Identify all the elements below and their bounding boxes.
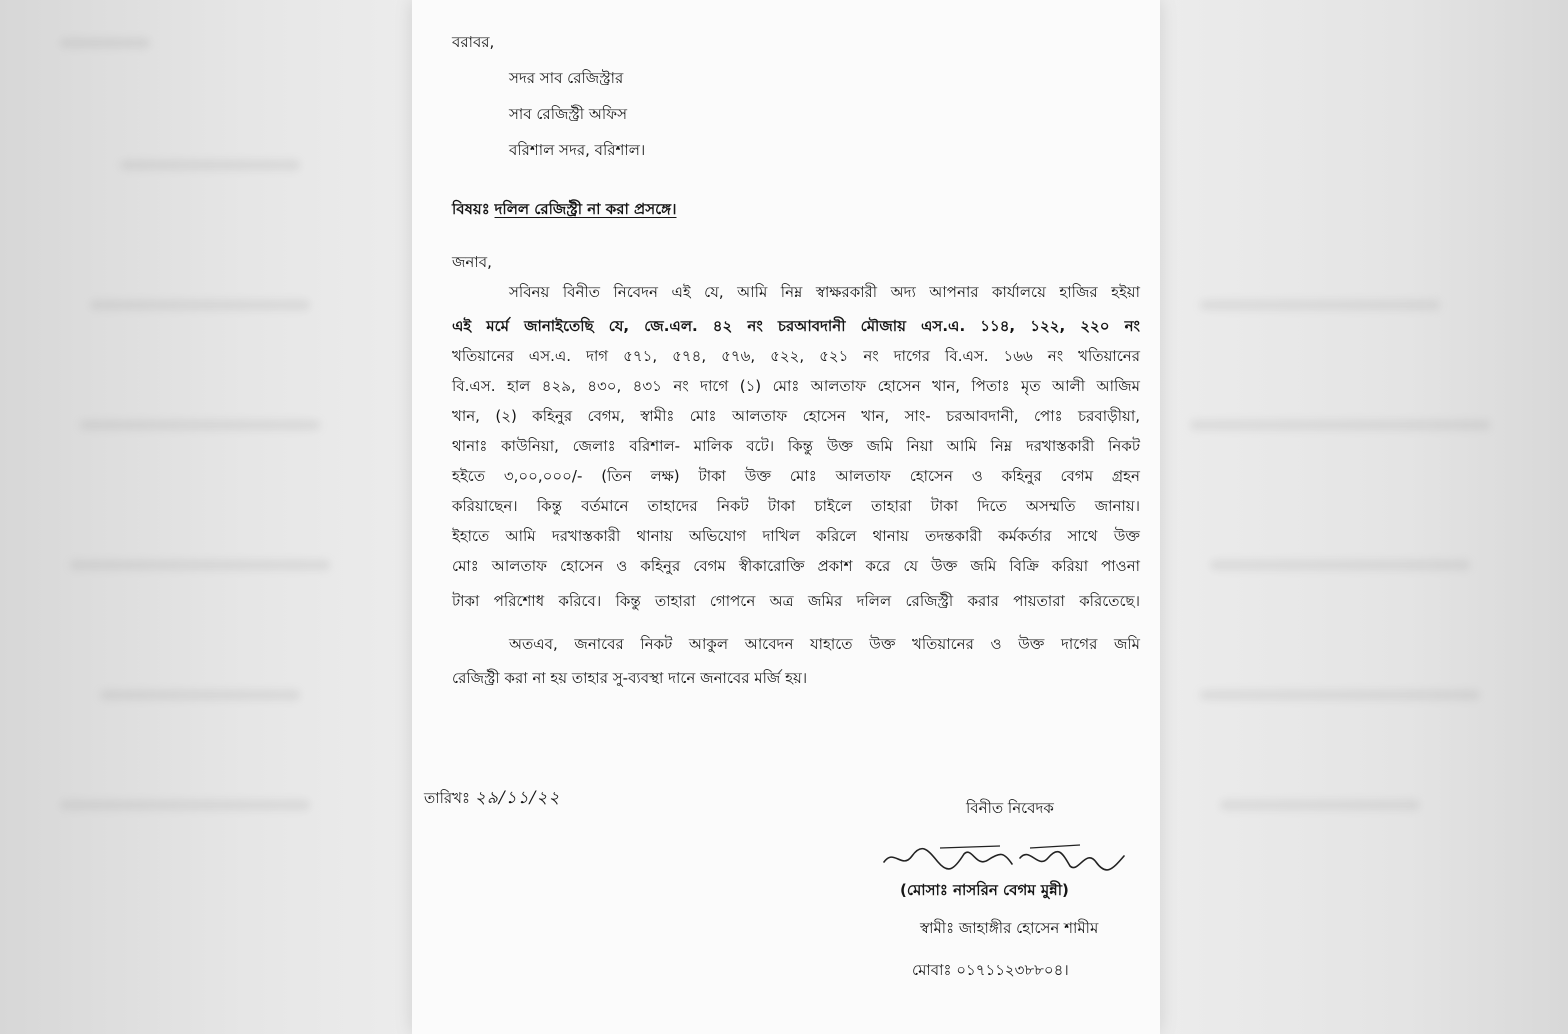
date-label: তারিখঃ bbox=[424, 789, 470, 807]
subject-label: বিষয়ঃ bbox=[452, 200, 490, 218]
subject-line bbox=[452, 199, 677, 219]
recipient-line-3: বরিশাল সদর, বরিশাল। bbox=[509, 141, 646, 159]
body-line-6: থানাঃ কাউনিয়া, জেলাঃ বরিশাল- মালিক বটে। কিন্তু উক্ত জমি নিয়া আমি নিম্ন দরখাস্তকারী নিকট bbox=[452, 437, 1140, 455]
body-line-4: বি.এস. হাল ৪২৯, ৪৩০, ৪৩১ নং দাগে (১) মোঃ আলতাফ হোসেন খান, পিতাঃ মৃত আলী আজিম bbox=[452, 377, 1140, 395]
closing-phrase: বিনীত নিবেদক bbox=[966, 799, 1054, 817]
body-line-8: করিয়াছেন। কিন্তু বর্তমানে তাহাদের নিকট টাকা চাইলে তাহারা টাকা দিতে অসম্মতি জানায়। bbox=[452, 497, 1140, 515]
handwritten-signature bbox=[880, 840, 1128, 880]
date-field bbox=[424, 788, 561, 808]
sender-mobile: মোবাঃ ০১৭১১২৩৮৮০৪। bbox=[912, 961, 1069, 979]
body-line-10: মোঃ আলতাফ হোসেন ও কহিনুর বেগম স্বীকারোক্তি প্রকাশ করে যে উক্ত জমি বিক্রি করিয়া পাওনা bbox=[452, 557, 1140, 575]
body-line-2: এই মর্মে জানাইতেছি যে, জে.এল. ৪২ নং চরআবদানী মৌজায় এস.এ. ১১৪, ১২২, ২২০ নং bbox=[452, 317, 1140, 335]
letter-page bbox=[412, 0, 1160, 1034]
body-line-3: খতিয়ানের এস.এ. দাগ ৫৭১, ৫৭৪, ৫৭৬, ৫২২, ৫২১ নং দাগের বি.এস. ১৬৬ নং খতিয়ানের bbox=[452, 347, 1140, 365]
sender-husband: স্বামীঃ জাহাঙ্গীর হোসেন শামীম bbox=[920, 919, 1099, 937]
body-line-5: খান, (২) কহিনুর বেগম, স্বামীঃ মোঃ আলতাফ হোসেন খান, সাং- চরআবদানী, পোঃ চরবাড়ীয়া, bbox=[452, 407, 1140, 425]
body-line-7: হইতে ৩,০০,০০০/- (তিন লক্ষ) টাকা উক্ত মোঃ আলতাফ হোসেন ও কহিনুর বেগম গ্রহন bbox=[452, 467, 1140, 485]
blurred-background-left bbox=[0, 0, 412, 1034]
sender-name: (মোসাঃ নাসরিন বেগম মুন্নী) bbox=[900, 881, 1069, 899]
signature-headline bbox=[940, 845, 1080, 848]
date-handwritten: ২৯/১১/২২ bbox=[474, 788, 561, 808]
body-line-1: সবিনয় বিনীত নিবেদন এই যে, আমি নিম্ন স্বাক্ষরকারী অদ্য আপনার কার্যালয়ে হাজির হইয়া bbox=[509, 283, 1140, 301]
subject-text: দলিল রেজিস্ট্রী না করা প্রসঙ্গে। bbox=[494, 200, 677, 218]
salutation-to: বরাবর, bbox=[452, 33, 495, 51]
request-line-2: রেজিস্ট্রী করা না হয় তাহার সু-ব্যবস্থা দানে জনাবের মর্জি হয়। bbox=[452, 669, 808, 687]
greeting: জনাব, bbox=[452, 253, 492, 271]
recipient-line-2: সাব রেজিস্ট্রী অফিস bbox=[509, 105, 628, 123]
blurred-background-right bbox=[1160, 0, 1568, 1034]
request-line-1: অতএব, জনাবের নিকট আকুল আবেদন যাহাতে উক্ত খতিয়ানের ও উক্ত দাগের জমি bbox=[509, 635, 1140, 653]
recipient-line-1: সদর সাব রেজিস্ট্রার bbox=[509, 69, 624, 87]
body-line-11: টাকা পরিশোধ করিবে। কিন্তু তাহারা গোপনে অত্র জমির দলিল রেজিস্ট্রী করার পায়তারা করিতেছে। bbox=[452, 592, 1140, 610]
signature-stroke bbox=[884, 849, 1124, 870]
body-line-9: ইহাতে আমি দরখাস্তকারী থানায় অভিযোগ দাখিল করিলে থানায় তদন্তকারী কর্মকর্তার সাথে উক্ত bbox=[452, 527, 1140, 545]
